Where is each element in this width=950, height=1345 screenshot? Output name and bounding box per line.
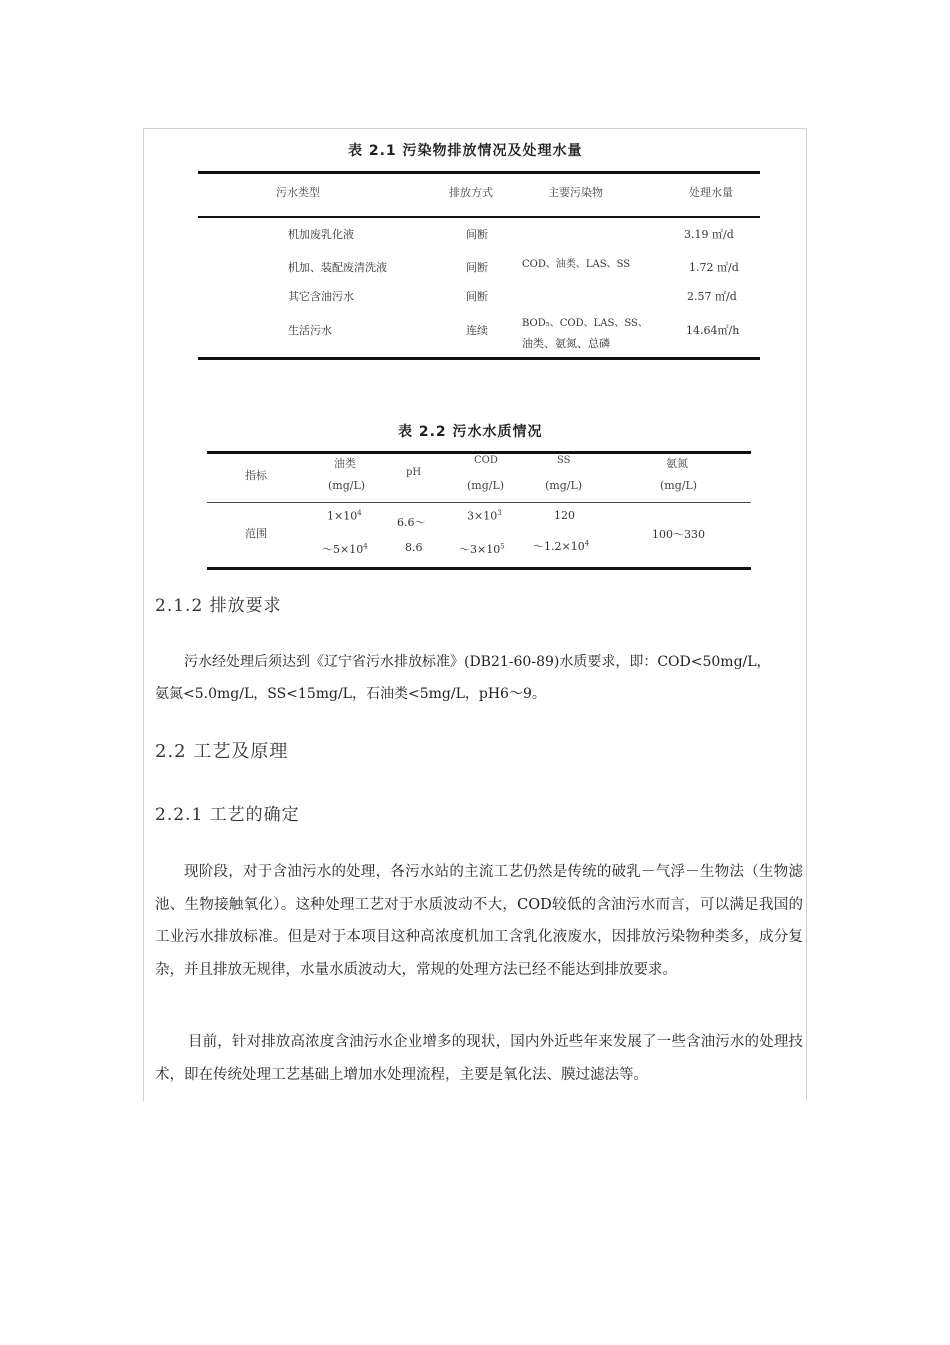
table2-col-oil-unit: (mg/L)	[328, 479, 366, 492]
table2-ss-bottom-exp: 4	[584, 539, 590, 548]
table1-caption: 表 2.1 污染物排放情况及处理水量	[348, 143, 583, 159]
table2-col-ss-name: SS	[557, 455, 571, 466]
section-2-1-2-heading: 2.1.2 排放要求	[155, 596, 282, 616]
table2-ss-bottom-base: ～1.2×10	[533, 540, 585, 553]
table1-header-type: 污水类型	[276, 186, 320, 199]
table2-row-label: 范围	[245, 527, 267, 540]
table2-oil-top-exp: 4	[357, 509, 362, 517]
table2-col-cod-name: COD	[474, 455, 498, 466]
section-2-2-1-para1: 现阶段，对于含油污水的处理，各污水站的主流工艺仍然是传统的破乳－气浮－生物法（生物滤池、生物接触氧化）。这种处理工艺对于水质波动不大，COD较低的含油污水而言，可以满足我国的工业污水排放标准。但是对于本项目这种高浓度机加工含乳化液废水，因排放污染物种类多，成分复杂，并且排放无规律，水量水质波动大，常规的处理方法已经不能达到排放要求。	[155, 864, 803, 978]
table1-bottom-rule	[198, 357, 760, 360]
table1-header-volume: 处理水量	[689, 186, 733, 199]
table1-row4-pollutants-line2: 油类、氨氮、总磷	[522, 337, 610, 350]
table2-oil-bottom-exp: 4	[363, 542, 368, 551]
table2-ph-bottom: 8.6	[405, 541, 423, 554]
table2-cod-bottom-exp: 5	[500, 542, 505, 551]
section-2-2-heading: 2.2 工艺及原理	[155, 741, 289, 762]
table2-ss-bottom	[533, 538, 589, 554]
table1-row4-type: 生活污水	[288, 324, 332, 337]
table1-header-mode: 排放方式	[449, 186, 493, 199]
table1-row2-type: 机加、装配废清洗液	[288, 261, 387, 274]
table2-cod-top-base: 3×10	[467, 509, 498, 523]
table2-caption: 表 2.2 污水水质情况	[398, 424, 543, 440]
table1-row2-volume: 1.72 ㎡/d	[689, 261, 739, 274]
table2-cod-top-exp: 3	[497, 509, 502, 517]
table2-col-ammonia-name: 氨氮	[666, 457, 688, 470]
table1-header-pollutants: 主要污染物	[548, 186, 603, 199]
table2-header-label: 指标	[245, 469, 267, 482]
table2-ph-top: 6.6～	[397, 516, 426, 529]
table2-oil-bottom-base: ～5×10	[322, 543, 364, 556]
table1-row1-mode: 间断	[466, 228, 488, 241]
table2-col-oil-name: 油类	[334, 457, 356, 470]
table2-bottom-rule	[207, 567, 751, 570]
table1-top-rule	[198, 171, 760, 174]
table2-col-ph-name: pH	[406, 467, 422, 478]
table1-row4-pollutants-line1: BOD₅、COD、LAS、SS、	[522, 318, 648, 329]
table2-col-cod-unit: (mg/L)	[467, 479, 505, 492]
table1-row4-volume: 14.64㎡/h	[686, 324, 740, 337]
table1-row3-mode: 间断	[466, 290, 488, 303]
table2-header-rule	[207, 502, 751, 503]
table2-top-rule	[207, 451, 751, 454]
table1-row1-type: 机加废乳化液	[288, 228, 354, 241]
table1-row3-volume: 2.57 ㎡/d	[687, 290, 737, 303]
table1-row1-volume: 3.19 ㎡/d	[684, 228, 734, 241]
table2-col-ammonia-unit: (mg/L)	[660, 479, 698, 492]
section-2-1-2-line2: 氨氮<5.0mg/L，SS<15mg/L，石油类<5mg/L，pH6～9。	[155, 686, 546, 702]
section-2-1-2-line1: 污水经处理后须达到《辽宁省污水排放标准》(DB21-60-89)水质要求，即：COD<50mg/L，	[184, 654, 771, 670]
table1-header-rule	[198, 216, 760, 218]
table2-cod-bottom	[459, 541, 505, 557]
table2-oil-bottom	[322, 541, 368, 557]
section-2-2-1-para2: 目前，针对排放高浓度含油污水企业增多的现状，国内外近些年来发展了一些含油污水的处理技术，即在传统处理工艺基础上增加水处理流程，主要是氧化法、膜过滤法等。	[155, 1034, 803, 1083]
section-2-2-1-heading: 2.2.1 工艺的确定	[155, 805, 300, 825]
table1-row3-type: 其它含油污水	[288, 290, 354, 303]
table2-cod-top	[467, 509, 502, 523]
table2-ammonia-range: 100～330	[652, 528, 705, 541]
table1-row2-mode: 间断	[466, 261, 488, 274]
table2-oil-top-base: 1×10	[327, 509, 358, 523]
table2-cod-bottom-base: ～3×10	[459, 543, 501, 556]
table2-oil-top	[327, 509, 362, 523]
table1-row4-mode: 连续	[466, 324, 488, 337]
table2-ss-top: 120	[554, 509, 575, 522]
table2-col-ss-unit: (mg/L)	[545, 479, 583, 492]
table1-pollutants-shared: COD、油类、LAS、SS	[522, 259, 631, 270]
